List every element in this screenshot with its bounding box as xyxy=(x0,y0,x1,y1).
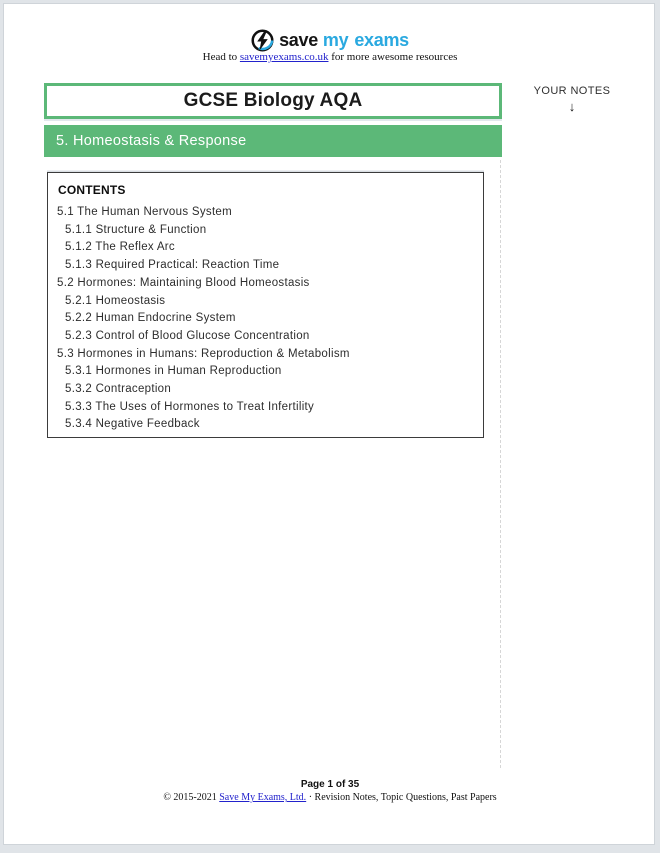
page-number: Page 1 of 35 xyxy=(300,779,360,790)
savemyexams-link[interactable]: savemyexams.co.uk xyxy=(239,51,329,63)
down-arrow-icon: ↓ xyxy=(568,99,576,114)
contents-box xyxy=(47,172,484,438)
toc-item: 5.1.1 Structure & Function xyxy=(65,223,207,236)
toc-item: 5.3 Hormones in Humans: Reproduction & Metabolism xyxy=(57,347,350,360)
toc-item: 5.1 The Human Nervous System xyxy=(57,206,233,218)
toc-item: 5.1.3 Required Practical: Reaction Time xyxy=(65,259,280,272)
toc-item: 5.1.2 The Reflex Arc xyxy=(65,241,175,254)
table-of-contents xyxy=(48,204,483,434)
course-title: GCSE Biology AQA xyxy=(183,90,363,111)
notes-divider-dashed-line xyxy=(500,160,501,768)
toc-item: 5.2.3 Control of Blood Glucose Concentration xyxy=(65,329,310,342)
section-banner xyxy=(44,125,502,157)
contents-heading: CONTENTS xyxy=(58,183,126,197)
toc-item: 5.3.3 The Uses of Hormones to Treat Infertility xyxy=(65,400,315,413)
course-title-box xyxy=(44,83,502,119)
copyright-prefix: © 2015-2021 xyxy=(163,792,220,803)
tagline-suffix: for more awesome resources xyxy=(328,51,458,63)
toc-item: 5.2.1 Homeostasis xyxy=(65,294,166,307)
header-tagline xyxy=(0,51,660,63)
logo-text-exams: exams xyxy=(354,29,409,50)
toc-item: 5.3.1 Hormones in Human Reproduction xyxy=(65,365,282,378)
your-notes-label: YOUR NOTES xyxy=(533,85,611,97)
logo-text-save: save xyxy=(279,29,318,50)
toc-item: 5.2 Hormones: Maintaining Blood Homeostasis xyxy=(57,276,310,289)
save-my-exams-ltd-link[interactable]: Save My Exams, Ltd. xyxy=(219,792,307,803)
copyright-suffix: · Revision Notes, Topic Questions, Past Papers xyxy=(306,792,497,803)
section-title: 5. Homeostasis & Response xyxy=(56,133,247,149)
toc-item: 5.3.4 Negative Feedback xyxy=(65,418,200,431)
copyright-line xyxy=(0,792,660,803)
logo-text-my: my xyxy=(322,29,349,50)
toc-item: 5.3.2 Contraception xyxy=(65,383,172,396)
toc-item: 5.2.2 Human Endocrine System xyxy=(65,312,236,325)
lightning-bolt-icon xyxy=(251,29,274,52)
logo xyxy=(0,28,660,52)
tagline-prefix: Head to xyxy=(202,51,240,63)
